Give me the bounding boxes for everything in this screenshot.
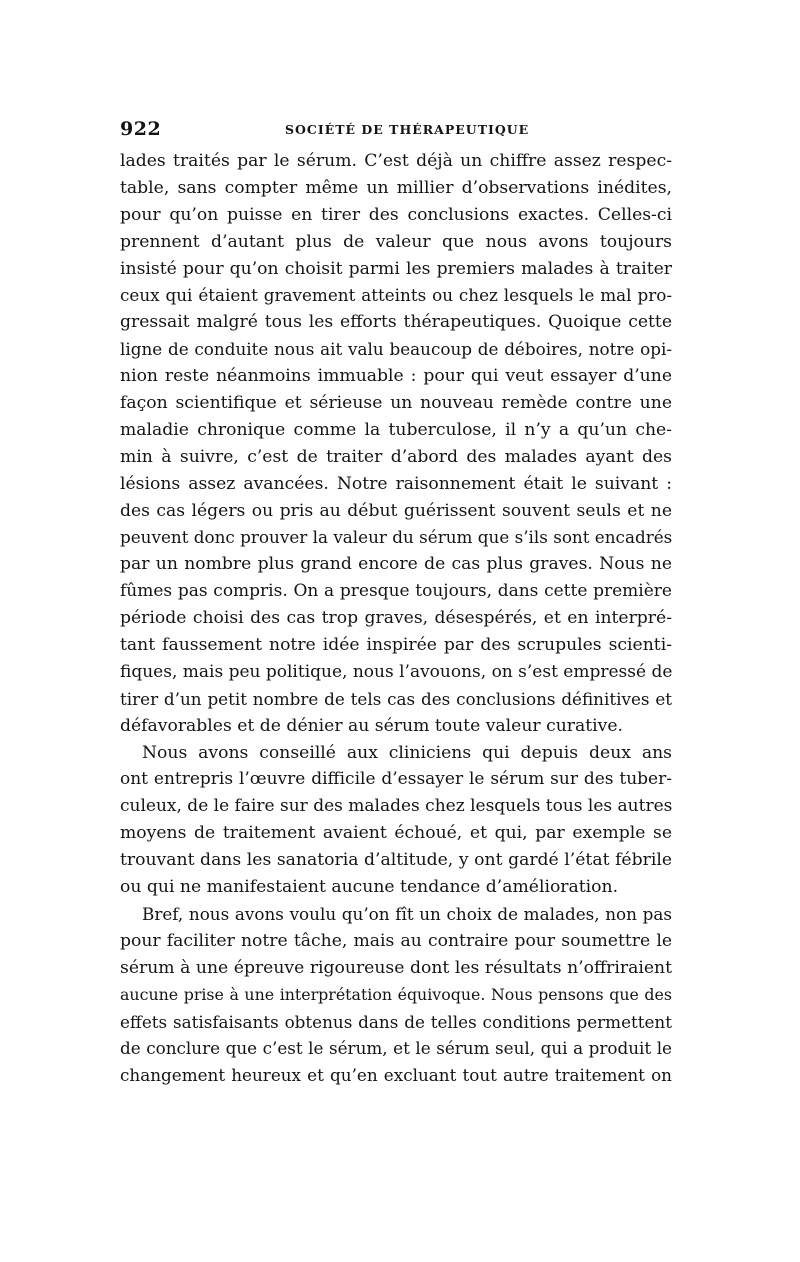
text-line: peuvent donc prouver la valeur du sérum que s’ils sont encadrés [120,527,673,548]
text-line: insisté pour qu’on choisit parmi les premiers malades à traiter [120,258,672,279]
text-line: tant faussement notre idée inspirée par des scrupules scienti- [120,635,672,656]
text-line: ou qui ne manifestaient aucune tendance d’amélioration. [120,877,619,898]
page-header [120,118,672,140]
text-line: effets satisfaisants obtenus dans de telles conditions permettent [120,1011,672,1032]
text-line: fiques, mais peu politique, nous l’avouons, on s’est empressé de [120,661,673,682]
text-line: nion reste néanmoins immuable : pour qui veut essayer d’une [120,366,672,387]
text-line: changement heureux et qu’en excluant tout autre traitement on [120,1065,672,1086]
text-line: ont entrepris l’œuvre difficile d’essayer le sérum sur des tuber- [120,769,672,790]
text-line: trouvant dans les sanatoria d’altitude, y ont gardé l’état fébrile [120,850,672,871]
text-line: pour qu’on puisse en tirer des conclusions exactes. Celles-ci [120,204,672,225]
text-line: prennent d’autant plus de valeur que nous avons toujours [120,231,672,252]
text-line: Bref, nous avons voulu qu’on fît un choix de malades, non pas [142,903,672,924]
text-line: pour faciliter notre tâche, mais au contraire pour soumettre le [120,930,672,951]
text-line: tirer d’un petit nombre de tels cas des conclusions définitives et [120,688,672,709]
text-line: Nous avons conseillé aux cliniciens qui depuis deux ans [142,742,672,763]
text-line: min à suivre, c’est de traiter d’abord des malades ayant des [120,446,672,467]
text-line: sérum à une épreuve rigoureuse dont les résultats n’offriraient [120,957,672,978]
text-line: lésions assez avancées. Notre raisonnement était le suivant : [120,473,672,494]
text-line: ligne de conduite nous ait valu beaucoup de déboires, notre opi- [120,339,672,360]
text-line: culeux, de le faire sur des malades chez lesquels tous les autres [120,796,673,817]
text-line: façon scientifique et sérieuse un nouveau remède contre une [120,393,672,414]
running-head: SOCIÉTÉ DE THÉRAPEUTIQUE [285,122,530,137]
page-number: 922 [120,118,162,140]
text-line: maladie chronique comme la tuberculose, il n’y a qu’un che- [120,419,672,440]
body-text [120,148,672,1089]
text-line: des cas légers ou pris au début guérissent souvent seuls et ne [120,500,672,521]
text-line: aucune prise à une interprétation équivoque. Nous pensons que des [120,984,672,1004]
text-line: défavorables et de dénier au sérum toute valeur curative. [120,715,623,736]
text-line: gressait malgré tous les efforts thérapeutiques. Quoique cette [120,312,672,333]
text-line: ceux qui étaient gravement atteints ou chez lesquels le mal pro- [120,285,672,306]
text-line: par un nombre plus grand encore de cas plus graves. Nous ne [120,554,672,575]
text-line: de conclure que c’est le sérum, et le sérum seul, qui a produit le [120,1038,672,1059]
text-line: moyens de traitement avaient échoué, et qui, par exemple se [120,823,672,844]
text-line: période choisi des cas trop graves, désespérés, et en interpré- [120,608,672,629]
text-line: table, sans compter même un millier d’observations inédites, [120,177,672,198]
text-line: fûmes pas compris. On a presque toujours, dans cette première [120,581,672,602]
text-line: lades traités par le sérum. C’est déjà un chiffre assez respec- [120,151,672,171]
